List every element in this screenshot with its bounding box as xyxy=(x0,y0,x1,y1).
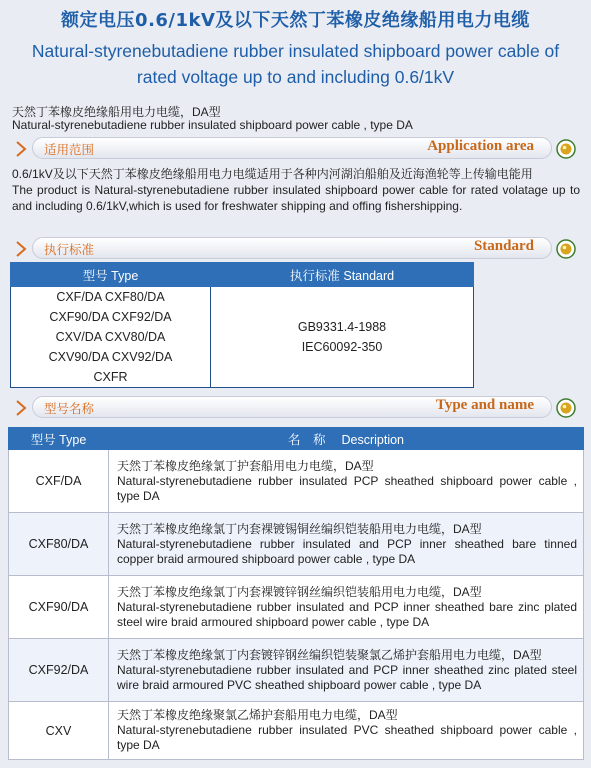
section-header-standard xyxy=(14,237,576,261)
table-row xyxy=(9,702,584,760)
section-label-cn: 型号名称 xyxy=(44,401,95,416)
chevron-right-icon xyxy=(14,140,28,158)
type-table-header xyxy=(9,428,584,450)
standard-item: GB9331.4-1988 xyxy=(297,320,387,334)
section-label-en: Standard xyxy=(473,238,534,254)
description-cell xyxy=(109,576,584,639)
description-en: Natural-styrenebutadiene rubber insulated PVC sheathed shipboard power cable , type DA xyxy=(117,723,577,752)
section-label-en: Type and name xyxy=(435,397,534,413)
model-cell: CXF/DA xyxy=(9,450,109,513)
description-en: Natural-styrenebutadiene rubber insulated PCP sheathed shipboard power cable , type DA xyxy=(117,473,577,503)
type-list-item: CXFR xyxy=(93,370,128,384)
model-cell: CXF92/DA xyxy=(9,639,109,702)
type-list-item: CXV90/DA CXV92/DA xyxy=(48,350,173,364)
standard-table xyxy=(10,262,474,388)
description-cell xyxy=(109,450,584,513)
application-text-en: The product is Natural-styrenebutadiene rubber insulated shipboard power cable for rated volatage up to and including 0.6/1kV,which is used for freshwater shipping and offing fishershipping. xyxy=(12,183,580,213)
description-cn: 天然丁苯橡皮绝缘氯丁护套船用电力电缆，DA型 xyxy=(117,458,374,473)
product-name-cn: 天然丁苯橡皮绝缘船用电力电缆，DA型 xyxy=(12,105,221,119)
type-list-item: CXV/DA CXV80/DA xyxy=(55,330,166,344)
model-cell: CXF90/DA xyxy=(9,576,109,639)
badge-icon xyxy=(556,139,576,159)
description-cn: 天然丁苯橡皮绝缘聚氯乙烯护套船用电力电缆，DA型 xyxy=(117,708,398,722)
page-title-en-line1: Natural-styrenebutadiene rubber insulated shipboard power cable of xyxy=(31,41,560,61)
table-row xyxy=(9,576,584,639)
column-header-description: 名 称 Description xyxy=(109,428,584,450)
description-cell xyxy=(109,702,584,760)
product-name-en: Natural-styrenebutadiene rubber insulated shipboard power cable , type DA xyxy=(12,118,413,132)
table-row xyxy=(9,639,584,702)
section-label-cn: 适用范围 xyxy=(44,142,95,157)
model-cell: CXV xyxy=(9,702,109,760)
column-header-standard: 执行标准 Standard xyxy=(211,263,474,287)
standard-table-header xyxy=(11,263,474,287)
standard-table-row xyxy=(11,287,474,388)
description-cn: 天然丁苯橡皮绝缘氯丁内套裸镀锌钢丝编织铠装船用电力电缆，DA型 xyxy=(117,584,482,599)
description-cell xyxy=(109,639,584,702)
badge-icon xyxy=(556,398,576,418)
type-list-cell xyxy=(11,287,211,388)
table-row xyxy=(9,450,584,513)
column-header-type: 型号 Type xyxy=(11,263,211,287)
standard-item: IEC60092-350 xyxy=(301,340,383,354)
type-name-table xyxy=(8,427,584,760)
table-row xyxy=(9,513,584,576)
page-title-cn: 额定电压0.6/1kV及以下天然丁苯橡皮绝缘船用电力电缆 xyxy=(61,10,530,31)
section-label-cn: 执行标准 xyxy=(44,242,95,257)
page-title-en-line2: rated voltage up to and including 0.6/1kV xyxy=(136,67,455,87)
badge-icon xyxy=(556,239,576,259)
description-cn: 天然丁苯橡皮绝缘氯丁内套裸镀锡铜丝编织铠装船用电力电缆，DA型 xyxy=(117,521,482,536)
section-header-application xyxy=(14,137,576,161)
description-en: Natural-styrenebutadiene rubber insulated and PCP inner sheathed bare zinc plated steel wire braid armoured shipboard power cable , type DA xyxy=(117,599,577,629)
application-text-cn: 0.6/1kV及以下天然丁苯橡皮绝缘船用电力电缆适用于各种内河湖泊船舶及近海渔轮等上传输电能用 xyxy=(12,167,533,181)
section-label-en: Application area xyxy=(427,138,534,154)
description-en: Natural-styrenebutadiene rubber insulated and PCP inner sheathed bare tinned copper braid armoured shipboard power cable , type DA xyxy=(117,536,577,566)
model-cell: CXF80/DA xyxy=(9,513,109,576)
type-list-item: CXF90/DA CXF92/DA xyxy=(49,310,172,324)
section-header-type-name xyxy=(14,396,576,420)
page-title-en xyxy=(0,38,591,90)
description-cn: 天然丁苯橡皮绝缘氯丁内套镀锌钢丝编织铠装聚氯乙烯护套船用电力电缆，DA型 xyxy=(117,647,542,662)
description-en: Natural-styrenebutadiene rubber insulated and PCP inner sheathed zinc plated steel wire braid armoured PVC sheathed shipboard power cable , type DA xyxy=(117,662,577,692)
chevron-right-icon xyxy=(14,399,28,417)
type-list-item: CXF/DA CXF80/DA xyxy=(56,290,165,304)
chevron-right-icon xyxy=(14,240,28,258)
standard-list-cell xyxy=(211,287,474,388)
column-header-type: 型号 Type xyxy=(9,428,109,450)
description-cell xyxy=(109,513,584,576)
